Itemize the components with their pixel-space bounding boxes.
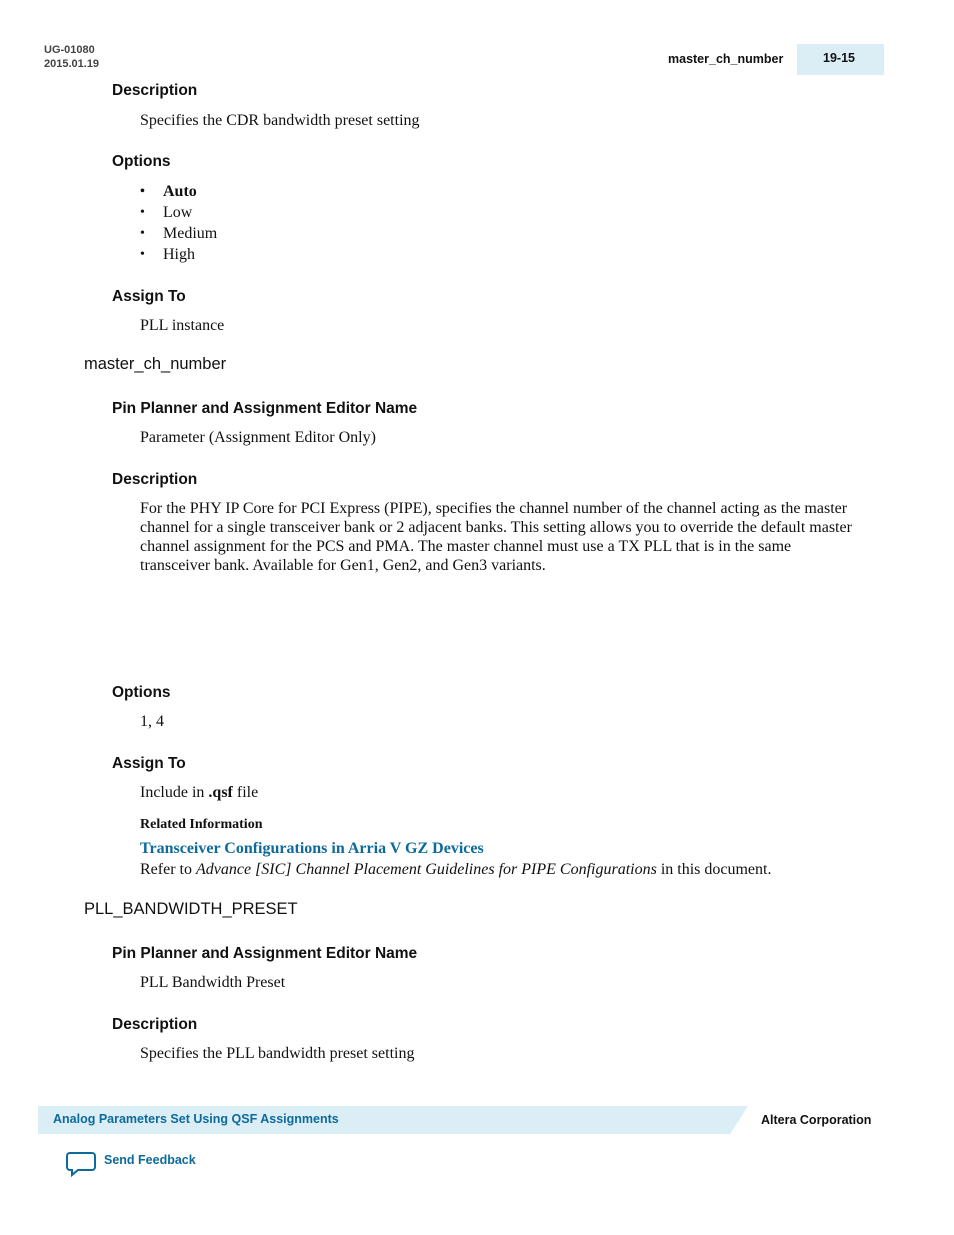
cdr-description-text: Specifies the CDR bandwidth preset setting [140, 112, 420, 129]
related-information-heading: Related Information [140, 817, 263, 832]
pll-pin-heading: Pin Planner and Assignment Editor Name [112, 945, 418, 962]
master-ch-description-heading: Description [112, 471, 198, 488]
pll-pin-text: PLL Bandwidth Preset [140, 974, 286, 991]
master-ch-assign-text [140, 783, 862, 802]
master-ch-section-title: master_ch_number [84, 355, 227, 373]
cdr-options-list [140, 181, 217, 265]
refer-suffix: in this document. [656, 861, 772, 878]
option-auto: • Auto [140, 181, 217, 202]
pll-description-text: Specifies the PLL bandwidth preset setting [140, 1045, 415, 1062]
related-refer-text [140, 860, 862, 879]
refer-prefix: Refer to [140, 861, 196, 878]
cdr-description-heading: Description [112, 82, 198, 99]
cdr-options-heading: Options [112, 153, 171, 170]
master-ch-pin-text: Parameter (Assignment Editor Only) [140, 429, 376, 446]
option-medium: • Medium [140, 223, 217, 244]
refer-italic: Advance [SIC] Channel Placement Guidelines for PIPE Configurations [195, 861, 657, 878]
assign-suffix: file [232, 784, 259, 801]
send-feedback-link[interactable]: Send Feedback [104, 1153, 196, 1167]
pll-description-heading: Description [112, 1016, 198, 1033]
doc-date: 2015.01.19 [44, 58, 100, 70]
assign-file: .qsf [208, 784, 233, 801]
cdr-assign-heading: Assign To [112, 288, 186, 305]
speech-bubble-icon[interactable] [66, 1151, 96, 1177]
master-ch-assign-heading: Assign To [112, 755, 186, 772]
doc-id: UG-01080 [44, 44, 95, 56]
pll-section-title: PLL_BANDWIDTH_PRESET [84, 900, 298, 918]
footer-title[interactable]: Analog Parameters Set Using QSF Assignments [53, 1112, 339, 1126]
page-number-tab [797, 44, 884, 75]
header-section-title: master_ch_number [668, 52, 784, 66]
option-high: • High [140, 244, 217, 265]
footer-corporation: Altera Corporation [761, 1113, 872, 1127]
cdr-assign-text: PLL instance [140, 317, 225, 334]
related-link[interactable]: Transceiver Configurations in Arria V GZ Devices [140, 840, 484, 857]
option-low: • Low [140, 202, 217, 223]
master-ch-options-text: 1, 4 [140, 713, 164, 730]
master-ch-pin-heading: Pin Planner and Assignment Editor Name [112, 400, 418, 417]
master-ch-description-text: For the PHY IP Core for PCI Express (PIPE), specifies the channel number of the channel acting as the master channel for a single transceiver bank or 2 adjacent banks. This setting allows you to override the default master channel assignment for the PCS and PMA. The master channel must use a TX PLL that is in the same transceiver bank. Available for Gen1, Gen2, and Gen3 variants. [140, 500, 852, 574]
assign-prefix: Include in [140, 784, 209, 801]
master-ch-options-heading: Options [112, 684, 171, 701]
doc-id-block [44, 43, 99, 71]
page-number: 19-15 [823, 51, 855, 65]
